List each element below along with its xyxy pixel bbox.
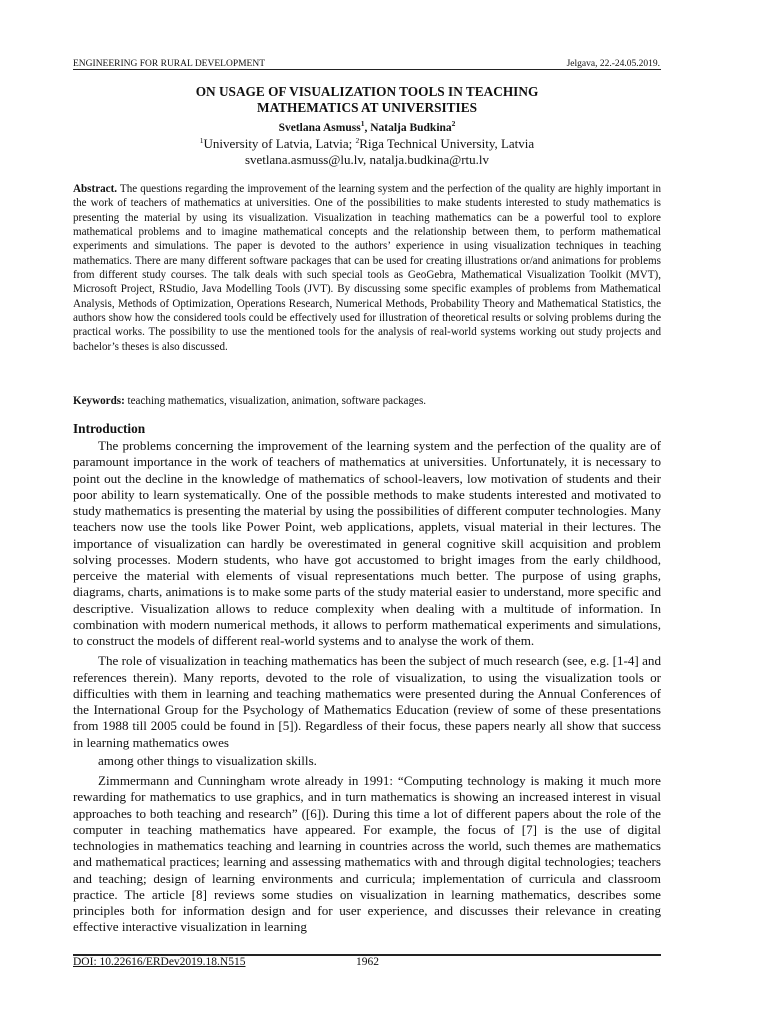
author-2-affil-mark: 2 — [451, 119, 456, 128]
abstract-label: Abstract. — [73, 183, 118, 195]
abstract-text: The questions regarding the improvement of the learning system and the perfection of the quality are highly important in the work of teachers of mathematics at universities. One of the possibilities to make students interested to study mathematics is presenting the material by using its visualization. Visualization in teaching mathematics can be a powerful tool to explore mathematical problems and to imagine mathematical concepts and the relationship between them, to perform mathematical experiments and simulations. The paper is devoted to the authors’ experience in using visualization techniques in teaching mathematics. There are many different software packages that can be used for creating illustrations or/and animations for problems from different study courses. The talk deals with such special tools as GeoGebra, Mathematical Visualization Toolkit (MVT), Microsoft Project, RStudio, Java Modelling Tools (JVT). By discussing some specific examples of problems from Mathematical Analysis, Methods of Optimization, Operations Research, Numerical Methods, Probability Theory and Mathematical Statistics, the authors show how the considered tools could be effectively used for illustration of theoretical results or solving problems during the practical works. The possibility to use the mentioned tools for the analysis of real-world systems working out study projects and bachelor’s theses is also discussed. — [73, 183, 661, 353]
author-list — [73, 121, 661, 135]
page-footer — [73, 956, 661, 972]
keywords — [73, 394, 661, 408]
conference-name: ENGINEERING FOR RURAL DEVELOPMENT — [73, 59, 266, 69]
affil-1-mark: 1 — [199, 136, 204, 145]
intro-paragraph-2-continued: among other things to visualization skills. — [98, 752, 317, 768]
introduction-body — [73, 438, 661, 940]
affiliations — [73, 136, 661, 152]
introduction-heading: Introduction — [73, 421, 146, 436]
title-line-2: MATHEMATICS AT UNIVERSITIES — [257, 100, 477, 115]
author-1: Svetlana Asmuss — [278, 122, 361, 134]
doi-link[interactable]: DOI: 10.22616/ERDev2019.18.N515 — [73, 956, 246, 968]
affil-1: University of Latvia, Latvia; — [203, 136, 356, 151]
author-2: Natalja Budkina — [370, 122, 452, 134]
author-separator: , — [364, 122, 371, 134]
keywords-text: teaching mathematics, visualization, animation, software packages. — [124, 395, 427, 407]
affil-2-mark: 2 — [355, 136, 360, 145]
affil-2: Riga Technical University, Latvia — [359, 136, 535, 151]
paper-title — [73, 84, 661, 116]
title-line-1: ON USAGE OF VISUALIZATION TOOLS IN TEACHING — [195, 84, 539, 99]
author-1-affil-mark: 1 — [360, 119, 365, 128]
author-emails: svetlana.asmuss@lu.lv, natalja.budkina@rtu.lv — [244, 152, 490, 167]
running-header — [73, 53, 660, 69]
abstract — [73, 182, 661, 354]
page-number: 1962 — [356, 956, 379, 968]
intro-paragraph-2: The role of visualization in teaching mathematics has been the subject of much research (see, e.g. [1-4] and references therein). Many reports, devoted to the role of visualization, to using the visualization tools or difficulties with them in learning and teaching mathematics were presented during the Annual Conferences of the International Group for the Psychology of Mathematics Education (review of some of these presentations from 1988 till 2005 could be found in [5]). Regardless of their focus, these papers nearly all show that success in learning mathematics owes — [73, 653, 661, 750]
keywords-label: Keywords: — [73, 395, 125, 407]
conference-date-location: Jelgava, 22.-24.05.2019. — [566, 59, 660, 69]
intro-paragraph-3: Zimmermann and Cunningham wrote already in 1991: “Computing technology is making it much more rewarding for mathematics to use graphics, and in turn mathematics is showing an increased interest in visual approaches to both teaching and research” ([6]). During this time a lot of different papers about the role of the computer in teaching mathematics have appeared. For example, the focus of [7] is the use of digital technologies in mathematics teaching and learning in countries across the world, such themes are mathematics and mathematical practices; learning and assessing mathematics with and through digital technologies; teachers and teaching; design of learning environments and curricula; implementation of curricula and classroom practice. The article [8] reviews some studies on visualization in learning mathematics, describes some principles both for information design and for user experience, and discusses their relevance in creating effective interactive visualization in learning — [73, 773, 661, 935]
header-divider — [73, 69, 661, 70]
intro-paragraph-1: The problems concerning the improvement of the learning system and the perfection of the quality are of paramount importance in the work of teachers of mathematics at universities. Unfortunately, it is necessary to point out the decline in the knowledge of mathematics of school-leavers, low motivation of students and their poor ability to learn systematically. One of the possible methods to make students interested and motivated to study mathematics is presenting the material by using the possibilities of different computer technologies. Many teachers now use the tools like Power Point, web applications, applets, visual material in their lectures. The importance of visualization can hardly be overestimated in general cognitive skill acquisition and problem solving processes. Modern students, who have got accustomed to bright images from the early childhood, perceive the material with elements of visual representations much better. The purpose of using graphs, diagrams, charts, animations is to make some parts of the study material easier to understand, more specific and descriptive. Visualization allows to reduce complexity when dealing with a multitude of information. In combination with modern numerical methods, it allows to perform mathematical experiments and simulations, to construct the models of different real-world systems and to analyse the work of them. — [73, 438, 661, 648]
